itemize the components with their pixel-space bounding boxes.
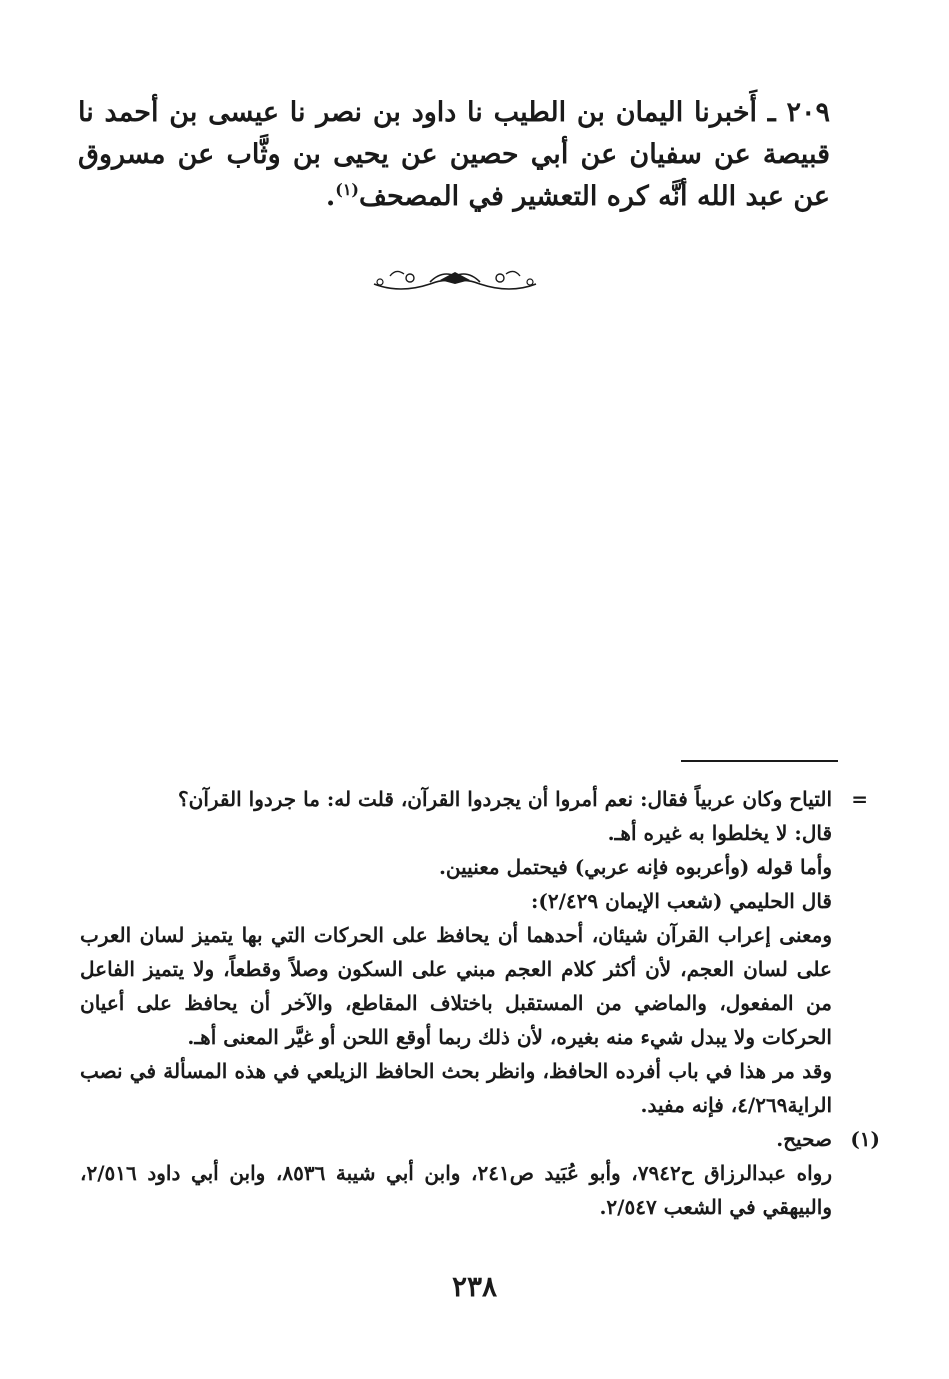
footnote-1 bbox=[80, 1122, 880, 1156]
ornament-divider-icon bbox=[370, 262, 540, 298]
page-number: ٢٣٨ bbox=[451, 1270, 498, 1303]
footnotes-section bbox=[80, 782, 880, 1224]
footnote-paragraph: ومعنى إعراب القرآن شيئان، أحدهما أن يحافظ على الحركات التي بها يتميز لسان العرب على لسان العجم، لأن أكثر كلام العجم مبني على السكون وصلاً وقطعاً، ولا يتميز الفاعل من المفعول، والماضي من المستقبل باختلاف المقاطع، والآخر أن يحافظ على أعيان الحركات ولا يبدل شيء منه بغيره، لأن ذلك ربما أوقع اللحن أو غيَّر المعنى أهـ. bbox=[80, 923, 832, 1049]
footnote-separator bbox=[681, 760, 838, 762]
footnote-source-text: رواه عبدالرزاق ح٧٩٤٢، وأبو عُبَيد ص٢٤١، وابن أبي شيبة ٨٥٣٦، وابن أبي داود ٢/٥١٦، والبيهقي في الشعب ٢/٥٤٧. bbox=[80, 1161, 833, 1219]
hadith-dash: ـ bbox=[757, 97, 787, 128]
continuation-mark: = bbox=[851, 787, 868, 811]
footnote-line: قال الحليمي (شعب الإيمان ٢/٤٢٩): bbox=[530, 889, 832, 913]
footnote-number: (١) bbox=[850, 1127, 880, 1151]
footnote-continuation bbox=[80, 782, 868, 816]
footnote-line: قال: لا يخلطوا به غيره أهـ. bbox=[607, 821, 832, 845]
footnote-line: التياح وكان عربياً فقال: نعم أمروا أن يجردوا القرآن، قلت له: ما جردوا القرآن؟ bbox=[178, 787, 832, 811]
hadith-end-punct: . bbox=[325, 181, 336, 212]
footnote-reference: (١) bbox=[335, 180, 359, 199]
hadith-text: أَخبرنا اليمان بن الطيب نا داود بن نصر نا عيسى بن أحمد نا قبيصة عن سفيان عن أبي حصين عن يحيى بن وثَّاب عن مسروق عن عبد الله أنَّه كره التعشير في المصحف bbox=[78, 97, 830, 212]
footnote-line: وأما قوله (وأعربوه فإنه عربي) فيحتمل معنيين. bbox=[438, 855, 832, 879]
hadith-paragraph bbox=[78, 92, 830, 218]
footnote-paragraph: وقد مر هذا في باب أفرده الحافظ، وانظر بحث الحافظ الزيلعي في هذه المسألة في نصب الراية٤/٢٦٩، فإنه مفيد. bbox=[80, 1059, 832, 1117]
footnote-grade: صحيح. bbox=[776, 1127, 832, 1151]
hadith-number: ٢٠٩ bbox=[786, 97, 830, 128]
